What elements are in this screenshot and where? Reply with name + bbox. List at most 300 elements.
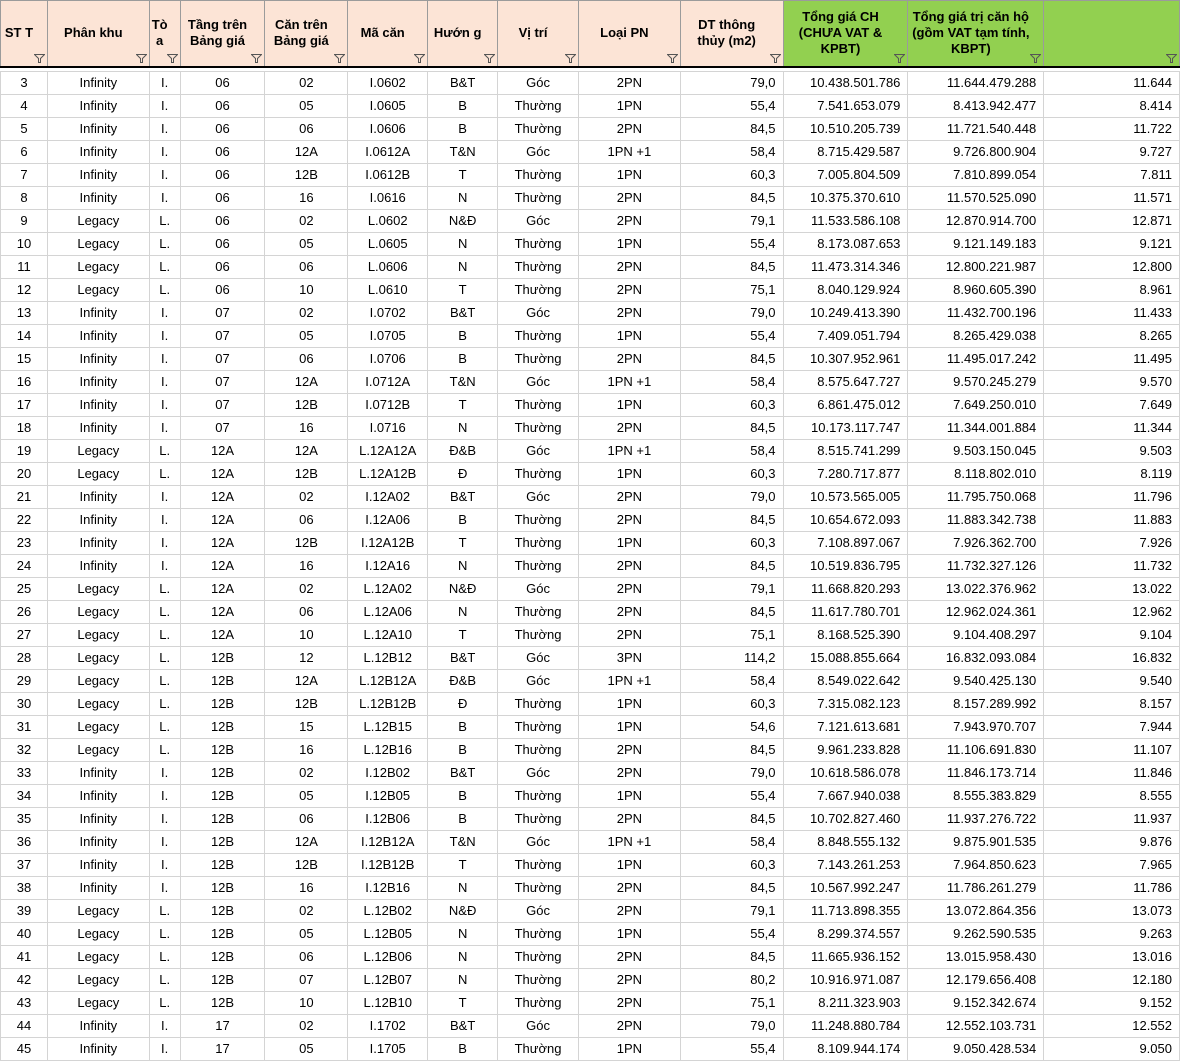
cell-extra[interactable]: 8.265 [1044, 324, 1180, 347]
column-header-loaipn[interactable] [578, 1, 680, 67]
cell-stt[interactable]: 16 [1, 370, 48, 393]
cell-macan[interactable]: L.12B06 [348, 945, 428, 968]
cell-phankhu[interactable]: Legacy [47, 945, 149, 968]
cell-dt[interactable]: 84,5 [680, 347, 783, 370]
cell-extra[interactable]: 16.832 [1044, 646, 1180, 669]
cell-vitri[interactable]: Góc [498, 646, 579, 669]
cell-tang[interactable]: 12A [180, 462, 265, 485]
cell-huong[interactable]: B [428, 117, 498, 140]
filter-dropdown-icon[interactable] [770, 54, 781, 63]
cell-macan[interactable]: L.0602 [348, 209, 428, 232]
cell-huong[interactable]: Đ [428, 462, 498, 485]
cell-phankhu[interactable]: Infinity [47, 784, 149, 807]
cell-loaipn[interactable]: 1PN [578, 462, 680, 485]
cell-stt[interactable]: 30 [1, 692, 48, 715]
filter-dropdown-icon[interactable] [34, 54, 45, 63]
cell-vitri[interactable]: Thường [498, 876, 579, 899]
filter-dropdown-icon[interactable] [1166, 54, 1177, 63]
cell-dt[interactable]: 84,5 [680, 554, 783, 577]
cell-stt[interactable]: 15 [1, 347, 48, 370]
cell-huong[interactable]: Đ [428, 692, 498, 715]
cell-stt[interactable]: 18 [1, 416, 48, 439]
cell-tang[interactable]: 12A [180, 600, 265, 623]
cell-can[interactable]: 12A [265, 439, 348, 462]
cell-gia_tri[interactable]: 9.104.408.297 [908, 623, 1044, 646]
cell-macan[interactable]: L.12A12B [348, 462, 428, 485]
cell-dt[interactable]: 60,3 [680, 393, 783, 416]
cell-stt[interactable]: 14 [1, 324, 48, 347]
cell-stt[interactable]: 3 [1, 71, 48, 94]
cell-stt[interactable]: 43 [1, 991, 48, 1014]
cell-loaipn[interactable]: 1PN [578, 94, 680, 117]
cell-extra[interactable]: 8.414 [1044, 94, 1180, 117]
cell-macan[interactable]: I.12A16 [348, 554, 428, 577]
cell-stt[interactable]: 40 [1, 922, 48, 945]
cell-loaipn[interactable]: 1PN [578, 784, 680, 807]
cell-gia_ch[interactable]: 8.715.429.587 [783, 140, 908, 163]
cell-gia_tri[interactable]: 11.937.276.722 [908, 807, 1044, 830]
cell-gia_ch[interactable]: 10.307.952.961 [783, 347, 908, 370]
cell-phankhu[interactable]: Infinity [47, 301, 149, 324]
cell-macan[interactable]: L.12B15 [348, 715, 428, 738]
cell-macan[interactable]: I.1705 [348, 1037, 428, 1060]
cell-macan[interactable]: I.12B16 [348, 876, 428, 899]
cell-stt[interactable]: 29 [1, 669, 48, 692]
cell-vitri[interactable]: Thường [498, 623, 579, 646]
cell-can[interactable]: 12 [265, 646, 348, 669]
cell-vitri[interactable]: Thường [498, 554, 579, 577]
cell-can[interactable]: 12B [265, 853, 348, 876]
cell-huong[interactable]: N [428, 255, 498, 278]
cell-dt[interactable]: 54,6 [680, 715, 783, 738]
cell-gia_tri[interactable]: 11.644.479.288 [908, 71, 1044, 94]
cell-toa[interactable]: I. [149, 393, 180, 416]
column-header-toa[interactable] [149, 1, 180, 67]
cell-can[interactable]: 05 [265, 784, 348, 807]
cell-stt[interactable]: 4 [1, 94, 48, 117]
cell-extra[interactable]: 7.944 [1044, 715, 1180, 738]
cell-extra[interactable]: 11.937 [1044, 807, 1180, 830]
cell-dt[interactable]: 84,5 [680, 807, 783, 830]
cell-vitri[interactable]: Thường [498, 784, 579, 807]
cell-dt[interactable]: 75,1 [680, 623, 783, 646]
cell-macan[interactable]: I.12A06 [348, 508, 428, 531]
cell-toa[interactable]: L. [149, 232, 180, 255]
cell-dt[interactable]: 79,1 [680, 209, 783, 232]
cell-extra[interactable]: 8.157 [1044, 692, 1180, 715]
cell-gia_ch[interactable]: 15.088.855.664 [783, 646, 908, 669]
cell-dt[interactable]: 60,3 [680, 163, 783, 186]
cell-toa[interactable]: L. [149, 899, 180, 922]
cell-toa[interactable]: I. [149, 485, 180, 508]
cell-gia_tri[interactable]: 8.118.802.010 [908, 462, 1044, 485]
cell-huong[interactable]: Đ&B [428, 669, 498, 692]
cell-stt[interactable]: 26 [1, 600, 48, 623]
cell-macan[interactable]: I.0605 [348, 94, 428, 117]
cell-vitri[interactable]: Thường [498, 991, 579, 1014]
cell-macan[interactable]: L.0610 [348, 278, 428, 301]
cell-tang[interactable]: 12A [180, 577, 265, 600]
cell-macan[interactable]: I.0606 [348, 117, 428, 140]
cell-gia_ch[interactable]: 10.519.836.795 [783, 554, 908, 577]
cell-can[interactable]: 06 [265, 117, 348, 140]
cell-can[interactable]: 06 [265, 600, 348, 623]
cell-dt[interactable]: 80,2 [680, 968, 783, 991]
cell-can[interactable]: 02 [265, 1014, 348, 1037]
cell-can[interactable]: 16 [265, 186, 348, 209]
cell-macan[interactable]: L.12A02 [348, 577, 428, 600]
column-header-macan[interactable] [348, 1, 428, 67]
cell-huong[interactable]: T&N [428, 830, 498, 853]
cell-stt[interactable]: 17 [1, 393, 48, 416]
cell-phankhu[interactable]: Legacy [47, 692, 149, 715]
cell-phankhu[interactable]: Infinity [47, 347, 149, 370]
cell-loaipn[interactable]: 1PN +1 [578, 370, 680, 393]
cell-gia_ch[interactable]: 11.473.314.346 [783, 255, 908, 278]
cell-gia_ch[interactable]: 8.848.555.132 [783, 830, 908, 853]
cell-huong[interactable]: B [428, 807, 498, 830]
cell-gia_tri[interactable]: 12.870.914.700 [908, 209, 1044, 232]
cell-gia_tri[interactable]: 9.570.245.279 [908, 370, 1044, 393]
cell-stt[interactable]: 41 [1, 945, 48, 968]
cell-phankhu[interactable]: Infinity [47, 830, 149, 853]
cell-stt[interactable]: 6 [1, 140, 48, 163]
cell-can[interactable]: 12A [265, 669, 348, 692]
cell-dt[interactable]: 58,4 [680, 669, 783, 692]
cell-huong[interactable]: N&Đ [428, 209, 498, 232]
cell-can[interactable]: 12B [265, 393, 348, 416]
cell-loaipn[interactable]: 2PN [578, 968, 680, 991]
cell-tang[interactable]: 06 [180, 71, 265, 94]
cell-tang[interactable]: 12B [180, 945, 265, 968]
cell-gia_tri[interactable]: 7.943.970.707 [908, 715, 1044, 738]
cell-gia_ch[interactable]: 10.375.370.610 [783, 186, 908, 209]
cell-extra[interactable]: 12.871 [1044, 209, 1180, 232]
cell-vitri[interactable]: Thường [498, 186, 579, 209]
cell-tang[interactable]: 06 [180, 186, 265, 209]
cell-loaipn[interactable]: 1PN [578, 163, 680, 186]
cell-gia_tri[interactable]: 11.721.540.448 [908, 117, 1044, 140]
cell-dt[interactable]: 58,4 [680, 140, 783, 163]
cell-can[interactable]: 02 [265, 301, 348, 324]
cell-vitri[interactable]: Thường [498, 508, 579, 531]
cell-phankhu[interactable]: Legacy [47, 600, 149, 623]
cell-loaipn[interactable]: 2PN [578, 577, 680, 600]
cell-can[interactable]: 02 [265, 209, 348, 232]
cell-dt[interactable]: 75,1 [680, 991, 783, 1014]
cell-loaipn[interactable]: 2PN [578, 876, 680, 899]
cell-gia_ch[interactable]: 10.173.117.747 [783, 416, 908, 439]
cell-extra[interactable]: 12.800 [1044, 255, 1180, 278]
cell-vitri[interactable]: Thường [498, 416, 579, 439]
cell-dt[interactable]: 75,1 [680, 278, 783, 301]
cell-huong[interactable]: N [428, 186, 498, 209]
cell-gia_ch[interactable]: 10.438.501.786 [783, 71, 908, 94]
cell-tang[interactable]: 12B [180, 922, 265, 945]
cell-extra[interactable]: 7.965 [1044, 853, 1180, 876]
cell-gia_ch[interactable]: 8.168.525.390 [783, 623, 908, 646]
cell-huong[interactable]: B&T [428, 761, 498, 784]
cell-toa[interactable]: I. [149, 784, 180, 807]
cell-loaipn[interactable]: 2PN [578, 485, 680, 508]
cell-extra[interactable]: 9.104 [1044, 623, 1180, 646]
cell-macan[interactable]: I.1702 [348, 1014, 428, 1037]
cell-vitri[interactable]: Góc [498, 140, 579, 163]
cell-toa[interactable]: L. [149, 255, 180, 278]
cell-tang[interactable]: 12B [180, 853, 265, 876]
cell-gia_ch[interactable]: 8.109.944.174 [783, 1037, 908, 1060]
cell-toa[interactable]: I. [149, 324, 180, 347]
cell-can[interactable]: 06 [265, 508, 348, 531]
cell-toa[interactable]: L. [149, 439, 180, 462]
cell-gia_tri[interactable]: 9.262.590.535 [908, 922, 1044, 945]
cell-gia_ch[interactable]: 8.040.129.924 [783, 278, 908, 301]
cell-macan[interactable]: I.0712B [348, 393, 428, 416]
cell-gia_ch[interactable]: 10.567.992.247 [783, 876, 908, 899]
cell-phankhu[interactable]: Legacy [47, 255, 149, 278]
cell-tang[interactable]: 12A [180, 508, 265, 531]
cell-phankhu[interactable]: Infinity [47, 94, 149, 117]
cell-loaipn[interactable]: 2PN [578, 117, 680, 140]
cell-phankhu[interactable]: Infinity [47, 117, 149, 140]
cell-can[interactable]: 10 [265, 623, 348, 646]
cell-macan[interactable]: L.12B02 [348, 899, 428, 922]
cell-loaipn[interactable]: 1PN [578, 531, 680, 554]
cell-toa[interactable]: I. [149, 853, 180, 876]
cell-huong[interactable]: B [428, 715, 498, 738]
cell-extra[interactable]: 11.571 [1044, 186, 1180, 209]
cell-toa[interactable]: I. [149, 1037, 180, 1060]
cell-phankhu[interactable]: Legacy [47, 738, 149, 761]
cell-toa[interactable]: L. [149, 209, 180, 232]
cell-can[interactable]: 02 [265, 761, 348, 784]
cell-gia_tri[interactable]: 11.432.700.196 [908, 301, 1044, 324]
cell-macan[interactable]: L.12B16 [348, 738, 428, 761]
cell-gia_tri[interactable]: 11.795.750.068 [908, 485, 1044, 508]
cell-extra[interactable]: 7.649 [1044, 393, 1180, 416]
cell-dt[interactable]: 84,5 [680, 117, 783, 140]
cell-gia_tri[interactable]: 11.786.261.279 [908, 876, 1044, 899]
cell-extra[interactable]: 12.552 [1044, 1014, 1180, 1037]
cell-loaipn[interactable]: 2PN [578, 301, 680, 324]
cell-macan[interactable]: I.0706 [348, 347, 428, 370]
cell-extra[interactable]: 12.962 [1044, 600, 1180, 623]
cell-tang[interactable]: 07 [180, 324, 265, 347]
cell-loaipn[interactable]: 1PN [578, 692, 680, 715]
cell-toa[interactable]: L. [149, 577, 180, 600]
cell-loaipn[interactable]: 2PN [578, 623, 680, 646]
cell-huong[interactable]: T [428, 163, 498, 186]
cell-phankhu[interactable]: Infinity [47, 761, 149, 784]
cell-gia_ch[interactable]: 10.510.205.739 [783, 117, 908, 140]
cell-macan[interactable]: I.12B05 [348, 784, 428, 807]
cell-loaipn[interactable]: 2PN [578, 347, 680, 370]
cell-stt[interactable]: 35 [1, 807, 48, 830]
cell-loaipn[interactable]: 2PN [578, 899, 680, 922]
cell-gia_tri[interactable]: 11.106.691.830 [908, 738, 1044, 761]
cell-phankhu[interactable]: Infinity [47, 554, 149, 577]
cell-huong[interactable]: N [428, 876, 498, 899]
cell-can[interactable]: 02 [265, 577, 348, 600]
filter-dropdown-icon[interactable] [565, 54, 576, 63]
cell-gia_ch[interactable]: 11.668.820.293 [783, 577, 908, 600]
cell-vitri[interactable]: Góc [498, 209, 579, 232]
cell-phankhu[interactable]: Infinity [47, 370, 149, 393]
cell-tang[interactable]: 12B [180, 876, 265, 899]
cell-tang[interactable]: 07 [180, 370, 265, 393]
cell-extra[interactable]: 7.811 [1044, 163, 1180, 186]
cell-extra[interactable]: 11.796 [1044, 485, 1180, 508]
cell-phankhu[interactable]: Legacy [47, 232, 149, 255]
cell-stt[interactable]: 32 [1, 738, 48, 761]
cell-toa[interactable]: I. [149, 301, 180, 324]
cell-can[interactable]: 12A [265, 140, 348, 163]
cell-loaipn[interactable]: 2PN [578, 186, 680, 209]
cell-vitri[interactable]: Thường [498, 531, 579, 554]
cell-dt[interactable]: 79,1 [680, 577, 783, 600]
cell-vitri[interactable]: Thường [498, 255, 579, 278]
cell-stt[interactable]: 11 [1, 255, 48, 278]
cell-huong[interactable]: T [428, 853, 498, 876]
cell-toa[interactable]: I. [149, 416, 180, 439]
cell-huong[interactable]: B [428, 94, 498, 117]
cell-tang[interactable]: 07 [180, 393, 265, 416]
cell-toa[interactable]: I. [149, 554, 180, 577]
cell-phankhu[interactable]: Infinity [47, 853, 149, 876]
cell-can[interactable]: 05 [265, 922, 348, 945]
cell-huong[interactable]: N [428, 922, 498, 945]
cell-gia_tri[interactable]: 9.726.800.904 [908, 140, 1044, 163]
cell-stt[interactable]: 10 [1, 232, 48, 255]
cell-phankhu[interactable]: Legacy [47, 439, 149, 462]
cell-dt[interactable]: 84,5 [680, 876, 783, 899]
cell-stt[interactable]: 39 [1, 899, 48, 922]
cell-gia_ch[interactable]: 11.248.880.784 [783, 1014, 908, 1037]
cell-can[interactable]: 12B [265, 462, 348, 485]
cell-toa[interactable]: L. [149, 715, 180, 738]
cell-can[interactable]: 16 [265, 876, 348, 899]
cell-gia_ch[interactable]: 8.575.647.727 [783, 370, 908, 393]
cell-dt[interactable]: 79,0 [680, 301, 783, 324]
cell-gia_ch[interactable]: 7.409.051.794 [783, 324, 908, 347]
cell-toa[interactable]: L. [149, 991, 180, 1014]
cell-gia_ch[interactable]: 7.541.653.079 [783, 94, 908, 117]
cell-macan[interactable]: I.0716 [348, 416, 428, 439]
cell-gia_tri[interactable]: 8.413.942.477 [908, 94, 1044, 117]
cell-macan[interactable]: L.12B12A [348, 669, 428, 692]
cell-macan[interactable]: I.12B02 [348, 761, 428, 784]
cell-phankhu[interactable]: Infinity [47, 186, 149, 209]
filter-dropdown-icon[interactable] [334, 54, 345, 63]
cell-gia_tri[interactable]: 13.022.376.962 [908, 577, 1044, 600]
cell-phankhu[interactable]: Infinity [47, 1014, 149, 1037]
cell-extra[interactable]: 13.016 [1044, 945, 1180, 968]
cell-toa[interactable]: L. [149, 278, 180, 301]
cell-phankhu[interactable]: Legacy [47, 623, 149, 646]
cell-tang[interactable]: 07 [180, 347, 265, 370]
cell-phankhu[interactable]: Infinity [47, 807, 149, 830]
cell-huong[interactable]: T [428, 393, 498, 416]
cell-gia_tri[interactable]: 8.265.429.038 [908, 324, 1044, 347]
cell-toa[interactable]: I. [149, 163, 180, 186]
cell-toa[interactable]: L. [149, 462, 180, 485]
cell-loaipn[interactable]: 2PN [578, 278, 680, 301]
cell-vitri[interactable]: Thường [498, 278, 579, 301]
cell-extra[interactable]: 8.555 [1044, 784, 1180, 807]
cell-huong[interactable]: N [428, 232, 498, 255]
filter-dropdown-icon[interactable] [251, 54, 262, 63]
cell-vitri[interactable]: Thường [498, 945, 579, 968]
cell-gia_ch[interactable]: 8.211.323.903 [783, 991, 908, 1014]
cell-huong[interactable]: N [428, 554, 498, 577]
cell-tang[interactable]: 12B [180, 738, 265, 761]
cell-loaipn[interactable]: 2PN [578, 807, 680, 830]
cell-gia_tri[interactable]: 9.540.425.130 [908, 669, 1044, 692]
filter-dropdown-icon[interactable] [414, 54, 425, 63]
cell-tang[interactable]: 06 [180, 140, 265, 163]
cell-can[interactable]: 12B [265, 692, 348, 715]
cell-extra[interactable]: 11.883 [1044, 508, 1180, 531]
cell-phankhu[interactable]: Legacy [47, 968, 149, 991]
cell-toa[interactable]: L. [149, 692, 180, 715]
cell-extra[interactable]: 8.961 [1044, 278, 1180, 301]
cell-loaipn[interactable]: 2PN [578, 761, 680, 784]
filter-dropdown-icon[interactable] [894, 54, 905, 63]
cell-extra[interactable]: 13.073 [1044, 899, 1180, 922]
cell-huong[interactable]: N [428, 945, 498, 968]
cell-gia_tri[interactable]: 12.800.221.987 [908, 255, 1044, 278]
cell-stt[interactable]: 25 [1, 577, 48, 600]
cell-gia_ch[interactable]: 11.617.780.701 [783, 600, 908, 623]
cell-vitri[interactable]: Thường [498, 715, 579, 738]
cell-can[interactable]: 12A [265, 370, 348, 393]
cell-phankhu[interactable]: Legacy [47, 209, 149, 232]
column-header-stt[interactable] [1, 1, 48, 67]
filter-dropdown-icon[interactable] [667, 54, 678, 63]
cell-vitri[interactable]: Góc [498, 1014, 579, 1037]
cell-extra[interactable]: 8.119 [1044, 462, 1180, 485]
cell-vitri[interactable]: Góc [498, 485, 579, 508]
cell-vitri[interactable]: Thường [498, 853, 579, 876]
cell-macan[interactable]: L.0605 [348, 232, 428, 255]
cell-gia_tri[interactable]: 9.503.150.045 [908, 439, 1044, 462]
cell-vitri[interactable]: Góc [498, 669, 579, 692]
cell-gia_tri[interactable]: 9.050.428.534 [908, 1037, 1044, 1060]
cell-stt[interactable]: 9 [1, 209, 48, 232]
cell-extra[interactable]: 11.732 [1044, 554, 1180, 577]
column-header-extra[interactable] [1044, 1, 1180, 67]
cell-macan[interactable]: I.0612A [348, 140, 428, 163]
cell-loaipn[interactable]: 2PN [578, 255, 680, 278]
cell-vitri[interactable]: Thường [498, 1037, 579, 1060]
cell-stt[interactable]: 42 [1, 968, 48, 991]
cell-loaipn[interactable]: 2PN [578, 554, 680, 577]
cell-tang[interactable]: 17 [180, 1014, 265, 1037]
cell-gia_ch[interactable]: 7.005.804.509 [783, 163, 908, 186]
cell-vitri[interactable]: Góc [498, 301, 579, 324]
cell-phankhu[interactable]: Legacy [47, 922, 149, 945]
cell-dt[interactable]: 84,5 [680, 186, 783, 209]
cell-gia_ch[interactable]: 8.299.374.557 [783, 922, 908, 945]
cell-dt[interactable]: 79,0 [680, 1014, 783, 1037]
cell-macan[interactable]: I.0602 [348, 71, 428, 94]
cell-loaipn[interactable]: 1PN +1 [578, 439, 680, 462]
cell-stt[interactable]: 45 [1, 1037, 48, 1060]
cell-can[interactable]: 07 [265, 968, 348, 991]
cell-vitri[interactable]: Thường [498, 922, 579, 945]
cell-huong[interactable]: T [428, 991, 498, 1014]
cell-tang[interactable]: 12A [180, 623, 265, 646]
